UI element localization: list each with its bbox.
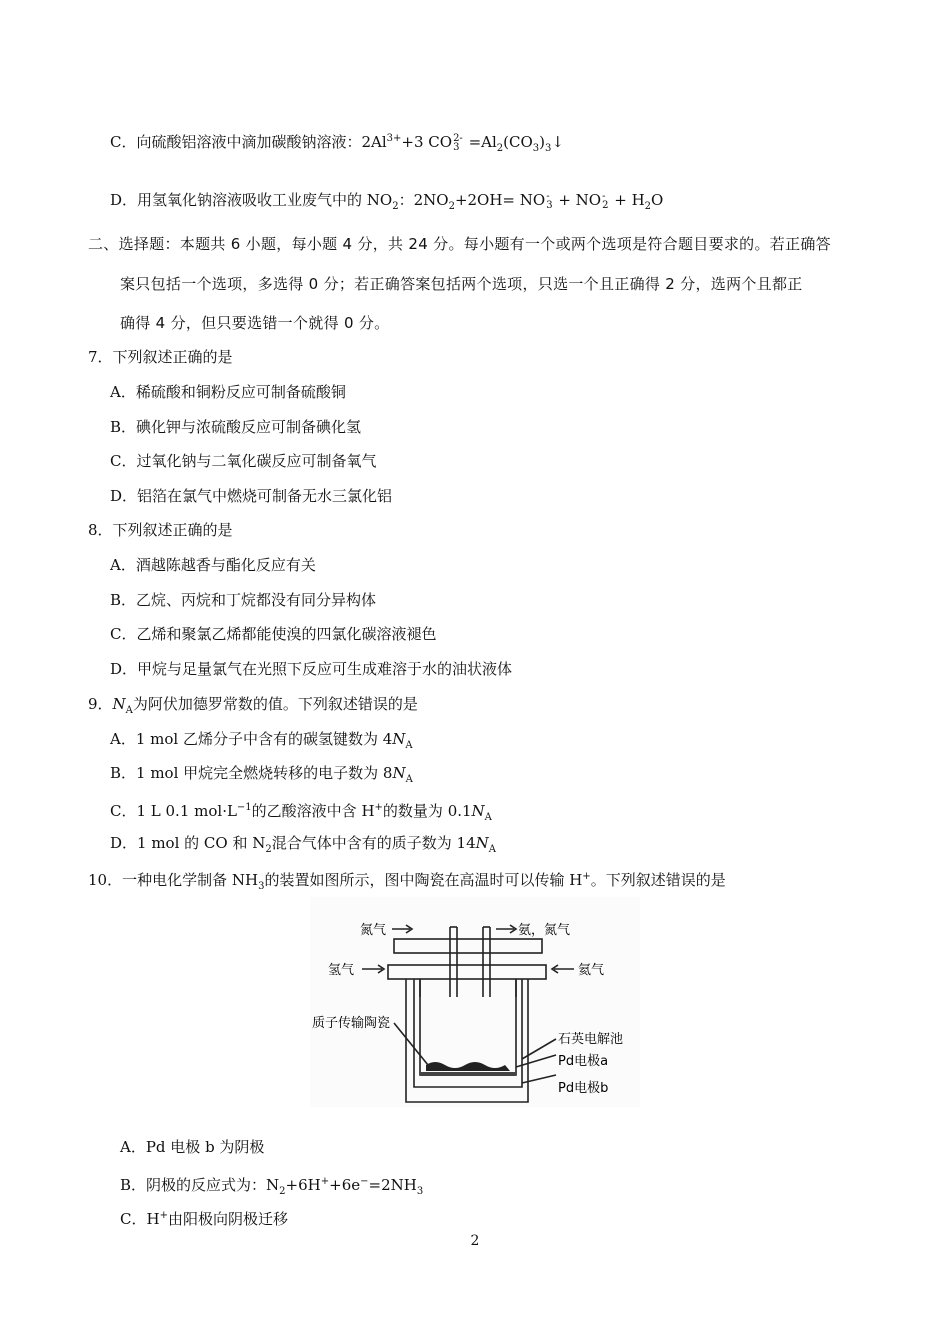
q10-option-c: C．H+由阳极向阴极迁移 bbox=[120, 1210, 288, 1228]
q7-option-d: D．铝箔在氯气中燃烧可制备无水三氯化铝 bbox=[110, 487, 393, 505]
label-quartz-cell: 石英电解池 bbox=[558, 1032, 624, 1047]
section2-line1: 二、选择题：本题共 6 小题，每小题 4 分，共 24 分。每小题有一个或两个选项是符合题目要求的。若正确答 bbox=[88, 235, 831, 253]
q8-option-c: C．乙烯和聚氯乙烯都能使溴的四氯化碳溶液褪色 bbox=[110, 625, 437, 643]
q10-option-b: B．阴极的反应式为：$N_2+6H^++6e^-=2NH_3$ bbox=[120, 1176, 424, 1197]
q7-option-c: C．过氧化钠与二氧化碳反应可制备氧气 bbox=[110, 452, 377, 470]
q9-option-a: A．1 mol 乙烯分子中含有的碳氢键数为 $4N_A$ bbox=[110, 730, 413, 751]
label-helium-in: 氦气 bbox=[578, 963, 605, 978]
label-electrode-b: Pd电极b bbox=[558, 1081, 609, 1096]
electrolysis-apparatus-diagram bbox=[310, 897, 640, 1107]
q8-option-d: D．甲烷与足量氯气在光照下反应可生成难溶于水的油状液体 bbox=[110, 660, 513, 678]
section2-line2: 案只包括一个选项，多选得 0 分；若正确答案包括两个选项，只选一个且正确得 2 分，选两个且都正 bbox=[120, 275, 803, 293]
q9-option-d: D．1 mol 的 CO 和 $N_2$混合气体中含有的质子数为 $14N_A$ bbox=[110, 834, 496, 855]
q7-stem: 7．下列叙述正确的是 bbox=[88, 348, 233, 366]
label-proton-ceramic: 质子传输陶瓷 bbox=[312, 1016, 391, 1031]
section2-line3: 确得 4 分，但只要选错一个就得 0 分。 bbox=[120, 314, 390, 332]
q10-option-a: A．Pd 电极 b 为阴极 bbox=[120, 1138, 265, 1156]
q9-stem: 9．$N_A$为阿伏加德罗常数的值。下列叙述错误的是 bbox=[88, 695, 418, 716]
carbonate-charge: 2- 3 bbox=[453, 133, 463, 153]
q9-option-c: C．1 L 0.1 $mol\cdot L^{-1}$的乙酸溶液中含 H+的数量为 $0.1N_A$ bbox=[110, 802, 492, 823]
q7-option-a: A．稀硫酸和铜粉反应可制备硫酸铜 bbox=[110, 383, 346, 401]
page-number: 2 bbox=[470, 1233, 480, 1249]
quartz-cell-outline bbox=[406, 979, 528, 1102]
q6-option-d: D．用氢氧化钠溶液吸收工业废气中的 $NO_2$：$2NO_2+2OH=$ NO - 3 + NO - 2 + $H_2O$ bbox=[110, 191, 664, 212]
label-nitrogen-in: 氮气 bbox=[360, 923, 387, 938]
label-ammonia-out: 氨，氮气 bbox=[518, 923, 571, 938]
upper-chamber-plate bbox=[394, 939, 542, 953]
pd-electrode-a-layer bbox=[426, 1062, 510, 1071]
q7-option-b: B．碘化钾与浓硫酸反应可制备碘化氢 bbox=[110, 418, 362, 436]
pd-electrode-b-layer bbox=[420, 1072, 516, 1076]
q10-stem: 10．一种电化学制备 $NH_3$的装置如图所示，图中陶瓷在高温时可以传输 H+。下列叙述错误的是 bbox=[88, 871, 726, 892]
q8-option-a: A．酒越陈越香与酯化反应有关 bbox=[110, 556, 316, 574]
q9-option-b: B．1 mol 甲烷完全燃烧转移的电子数为 $8N_A$ bbox=[110, 764, 413, 785]
q6-option-c: C．向硫酸铝溶液中滴加碳酸钠溶液：$2Al^{3+}+3$ CO 2- 3 $=Al_2(CO_3)_3↓$ bbox=[110, 133, 564, 154]
nitrate-charge: - 3 bbox=[546, 191, 553, 211]
q8-option-b: B．乙烷、丙烷和丁烷都没有同分异构体 bbox=[110, 591, 377, 609]
nitrite-charge: - 2 bbox=[602, 191, 609, 211]
label-hydrogen-in: 氢气 bbox=[328, 963, 355, 978]
lower-chamber-plate bbox=[388, 965, 546, 979]
q8-stem: 8．下列叙述正确的是 bbox=[88, 521, 233, 539]
label-electrode-a: Pd电极a bbox=[558, 1054, 609, 1069]
